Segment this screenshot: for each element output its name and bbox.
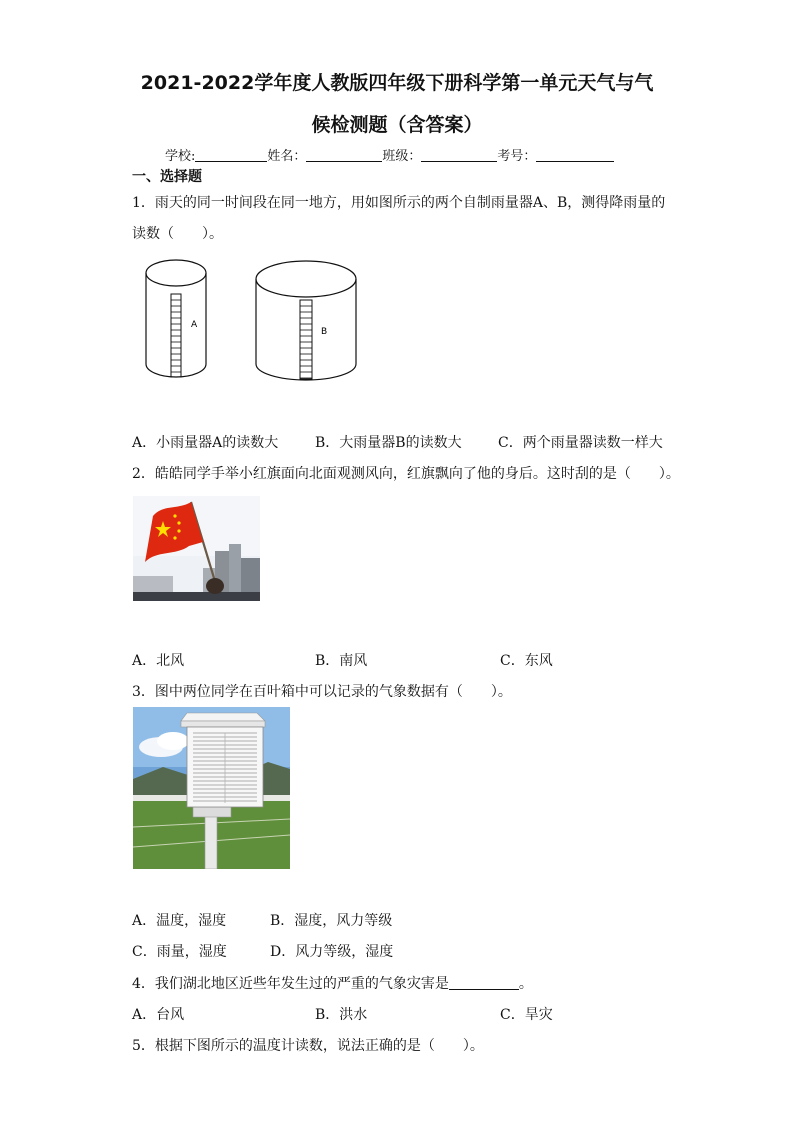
doc-title-line1: 2021-2022学年度人教版四年级下册科学第一单元天气与气 (140, 72, 654, 94)
rain-gauge-a (146, 260, 206, 377)
question-4-option-a[interactable]: A．台风 (132, 1007, 185, 1023)
school-label: 学校: (165, 149, 196, 164)
question-1-option-b[interactable]: B．大雨量器B的读数大 (315, 435, 462, 451)
question-4-option-c[interactable]: C．旱灾 (500, 1007, 553, 1023)
question-3-option-a[interactable]: A．温度，湿度 (132, 913, 227, 929)
class-label: 班级： (382, 149, 422, 164)
name-blank[interactable] (306, 149, 382, 162)
class-blank[interactable] (421, 149, 497, 162)
rain-gauge-b (256, 261, 356, 380)
question-2-option-c[interactable]: C．东风 (500, 653, 553, 669)
question-1-option-a[interactable]: A．小雨量器A的读数大 (132, 435, 279, 451)
question-2-option-b[interactable]: B．南风 (315, 653, 368, 669)
question-3-option-d[interactable]: D．风力等级，湿度 (270, 944, 394, 960)
question-4-text (132, 973, 533, 993)
question-1-option-c[interactable]: C．两个雨量器读数一样大 (498, 435, 663, 451)
question-3-text: 3．图中两位同学在百叶箱中可以记录的气象数据有（ ）。 (132, 684, 512, 700)
name-label: 姓名： (267, 149, 307, 164)
question-2-text: 2．皓皓同学手举小红旗面向北面观测风向，红旗飘向了他的身后。这时刮的是（ ）。 (132, 466, 680, 482)
question-3-option-c[interactable]: C．雨量，湿度 (132, 944, 227, 960)
question-4-period: 。 (518, 976, 533, 992)
question-1-text-cont: 读数（ ）。 (132, 226, 223, 242)
school-blank[interactable] (195, 149, 267, 162)
louvered-box-photo (133, 707, 290, 869)
rain-gauge-a-label: A (191, 320, 198, 330)
section-heading: 一、选择题 (132, 169, 202, 185)
question-2-option-a[interactable]: A．北风 (132, 653, 185, 669)
doc-title-line2: 候检测题（含答案） (311, 114, 483, 136)
number-blank[interactable] (536, 149, 614, 162)
number-label: 考号： (497, 149, 537, 164)
student-info-row (165, 145, 614, 164)
question-4-option-b[interactable]: B．洪水 (315, 1007, 368, 1023)
question-5-text: 5．根据下图所示的温度计读数，说法正确的是（ ）。 (132, 1038, 484, 1054)
question-4-answer-blank[interactable] (449, 977, 519, 990)
question-1-text: 1．雨天的同一时间段在同一地方，用如图所示的两个自制雨量器A、B，测得降雨量的 (132, 195, 666, 211)
rain-gauge-b-label: B (321, 327, 328, 337)
red-flag-photo (133, 496, 260, 601)
question-3-option-b[interactable]: B．湿度，风力等级 (270, 913, 393, 929)
rain-gauges-figure (140, 252, 365, 382)
question-4-stem: 4．我们湖北地区近些年发生过的严重的气象灾害是 (132, 976, 449, 992)
